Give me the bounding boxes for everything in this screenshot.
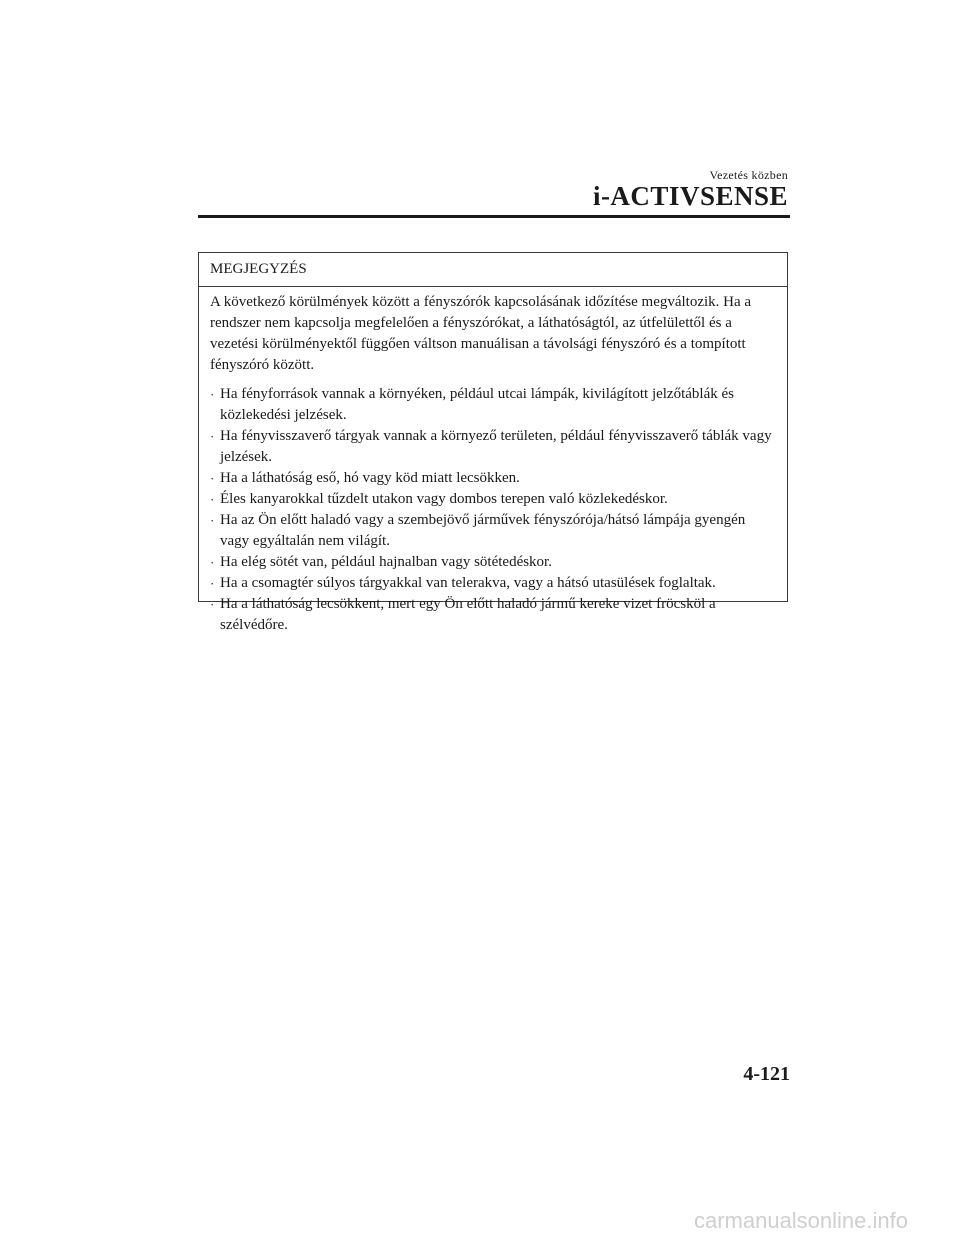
- bullet-icon: ·: [210, 597, 215, 612]
- list-item-text: Ha az Ön előtt haladó vagy a szembejövő járművek fényszórója/hátsó lámpája gyengén vagy egyáltalán nem világít.: [220, 512, 746, 549]
- note-box: [198, 252, 788, 633]
- watermark: carmanualsonline.info: [693, 1208, 908, 1233]
- list-item-text: Ha fényforrások vannak a környéken, például utcai lámpák, kivilágított jelzőtáblák és közlekedési jelzések.: [220, 386, 734, 423]
- list-item: [210, 573, 777, 594]
- list-item-text: Ha elég sötét van, például hajnalban vagy sötétedéskor.: [220, 554, 552, 570]
- list-item: [210, 594, 777, 636]
- bullet-icon: ·: [210, 387, 215, 402]
- list-item: [210, 510, 777, 552]
- list-item-text: Ha a csomagtér súlyos tárgyakkal van telerakva, vagy a hátsó utasülések foglaltak.: [220, 575, 716, 591]
- note-heading: MEGJEGYZÉS: [199, 253, 787, 287]
- header-divider: [198, 215, 790, 218]
- section-label: Vezetés közben: [709, 168, 788, 182]
- list-item: [210, 489, 777, 510]
- list-item: [210, 552, 777, 573]
- list-item: [210, 384, 777, 426]
- page-title: i-ACTIVSENSE: [592, 181, 788, 211]
- note-intro: A következő körülmények között a fényszórók kapcsolásának időzítése megváltozik. Ha a rendszer nem kapcsolja megfelelően a fényszórókat, a láthatóságtól, az útfelülettől és a vezetési körülményektől függően váltson manuálisan a távolsági fényszóró és a tompított fényszóró között.: [210, 294, 752, 373]
- list-item: [210, 468, 777, 489]
- note-bullet-list: [210, 384, 777, 636]
- list-item-text: Ha a láthatóság eső, hó vagy köd miatt lecsökken.: [220, 470, 520, 486]
- bullet-icon: ·: [210, 429, 215, 444]
- page-number: 4-121: [743, 1063, 790, 1085]
- list-item-text: Ha fényvisszaverő tárgyak vannak a környező területen, például fényvisszaverő táblák vagy jelzések.: [220, 428, 772, 465]
- list-item: [210, 426, 777, 468]
- note-body: [199, 287, 787, 636]
- list-item-text: Éles kanyarokkal tűzdelt utakon vagy dombos terepen való közlekedéskor.: [220, 491, 668, 507]
- bullet-icon: ·: [210, 576, 215, 591]
- bullet-icon: ·: [210, 513, 215, 528]
- bullet-icon: ·: [210, 555, 215, 570]
- bullet-icon: ·: [210, 492, 215, 507]
- list-item-text: Ha a láthatóság lecsökkent, mert egy Ön előtt haladó jármű kereke vizet fröcsköl a szélvédőre.: [220, 596, 716, 633]
- bullet-icon: ·: [210, 471, 215, 486]
